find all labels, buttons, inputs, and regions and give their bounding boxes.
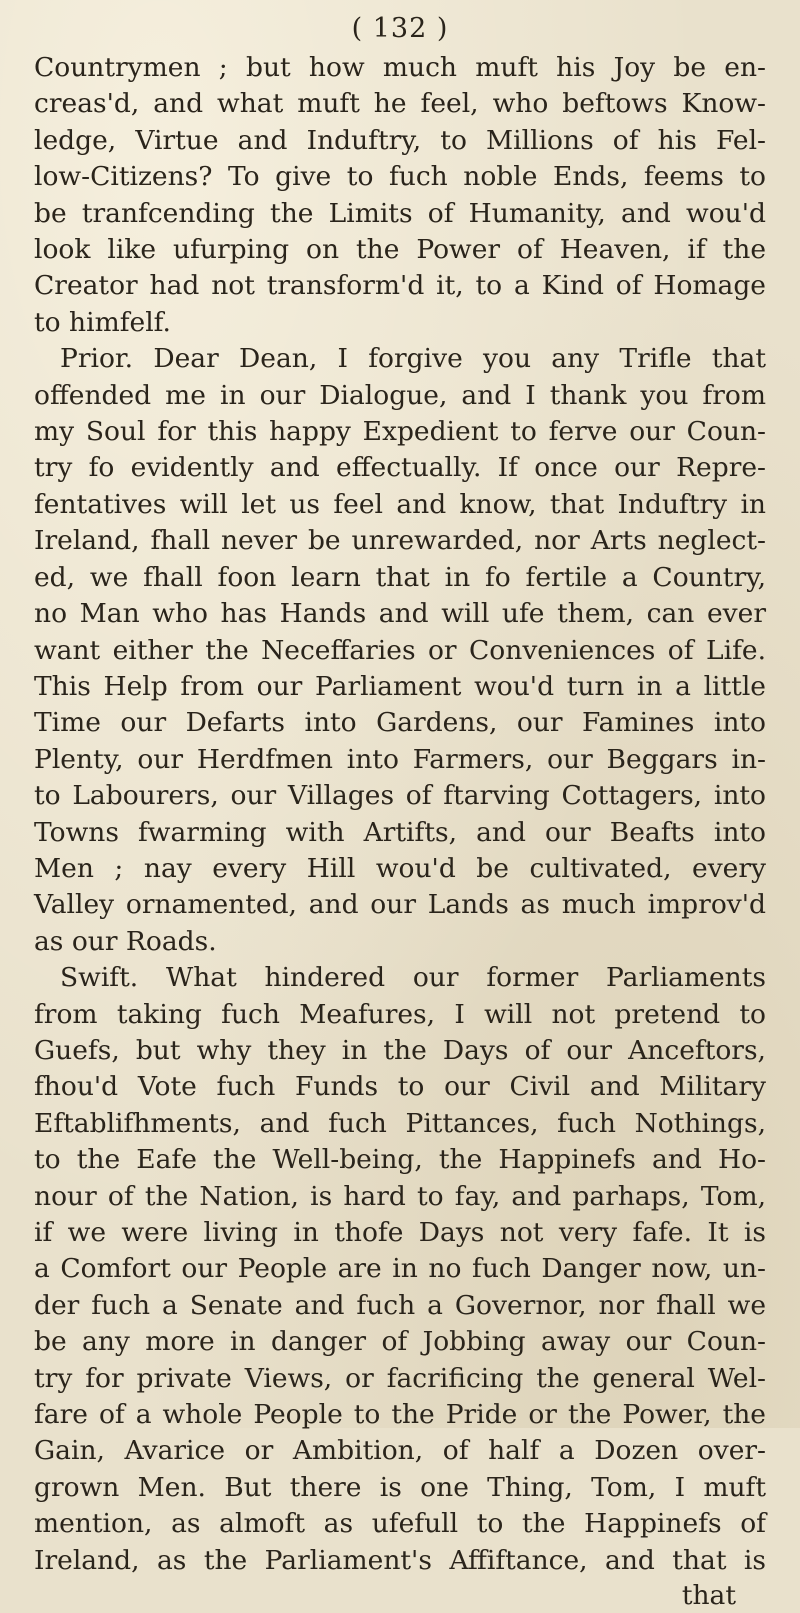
- text-line: Valley ornamented, and our Lands as much improv'd: [34, 889, 766, 921]
- text-line: try for private Views, or facrificing the general Wel-: [34, 1362, 766, 1394]
- text-line: low-Citizens? To give to fuch noble Ends, feems to: [34, 161, 766, 193]
- catchword: that: [681, 1580, 736, 1612]
- text-line: Men ; nay every Hill wou'd be cultivated, every: [34, 852, 766, 884]
- text-line: Gain, Avarice or Ambition, of half a Dozen over-: [34, 1435, 766, 1467]
- text-line: be any more in danger of Jobbing away our Coun-: [34, 1326, 766, 1358]
- text-line: nour of the Nation, is hard to fay, and parhaps, Tom,: [34, 1180, 766, 1212]
- text-line: Countrymen ; but how much muft his Joy be en-: [34, 52, 766, 83]
- text-line: Eftablifhments, and fuch Pittances, fuch Nothings,: [34, 1107, 766, 1139]
- text-line: be tranfcending the Limits of Humanity, and wou'd: [34, 197, 766, 229]
- text-line: a Comfort our People are in no fuch Danger now, un-: [34, 1253, 766, 1285]
- text-line: ed, we fhall foon learn that in fo fertile a Country,: [34, 561, 766, 593]
- text-line: grown Men. But there is one Thing, Tom, I muft: [34, 1471, 766, 1503]
- text-line: want either the Neceffaries or Conveniences of Life.: [34, 634, 766, 666]
- text-line: Towns fwarming with Artifts, and our Beafts into: [34, 816, 766, 848]
- text-line: to the Eafe the Well-being, the Happinefs and Ho-: [34, 1144, 766, 1176]
- text-line: Plenty, our Herdfmen into Farmers, our Beggars in-: [34, 743, 766, 775]
- text-line: Swift. What hindered our former Parliaments: [60, 962, 766, 994]
- text-line: creas'd, and what muft he feel, who beftows Know-: [34, 88, 766, 120]
- paragraph-1: [34, 50, 766, 341]
- paragraph-3: [34, 960, 766, 1579]
- text-line: to himfelf.: [34, 306, 171, 338]
- text-line: fhou'd Vote fuch Funds to our Civil and Military: [34, 1071, 766, 1103]
- body-text: [34, 50, 766, 1579]
- text-line: from taking fuch Meafures, I will not pretend to: [34, 998, 766, 1030]
- text-line: try fo evidently and effectually. If once our Repre-: [34, 452, 766, 484]
- text-line: look like ufurping on the Power of Heaven, if the: [34, 234, 766, 266]
- text-line: Ireland, as the Parliament's Affiftance, and that is: [34, 1544, 766, 1576]
- text-line: as our Roads.: [34, 925, 217, 957]
- page-number: ( 132 ): [351, 13, 449, 44]
- text-line: to Labourers, our Villages of ftarving Cottagers, into: [34, 780, 766, 812]
- paragraph-2: [34, 341, 766, 960]
- text-line: mention, as almoft as ufefull to the Happinefs of: [34, 1508, 766, 1540]
- text-line: if we were living in thofe Days not very fafe. It is: [34, 1217, 766, 1248]
- text-line: offended me in our Dialogue, and I thank you from: [34, 379, 766, 411]
- text-line: Guefs, but why they in the Days of our Anceftors,: [34, 1034, 766, 1066]
- text-line: Time our Defarts into Gardens, our Famines into: [34, 707, 766, 739]
- text-line: no Man who has Hands and will ufe them, can ever: [34, 598, 766, 630]
- text-line: fentatives will let us feel and know, that Induftry in: [34, 488, 766, 520]
- text-line: fare of a whole People to the Pride or the Power, the: [34, 1399, 766, 1431]
- text-line: This Help from our Parliament wou'd turn in a little: [34, 670, 766, 702]
- text-line: Ireland, fhall never be unrewarded, nor Arts neglect-: [34, 525, 766, 557]
- text-line: my Soul for this happy Expedient to ferve our Coun-: [34, 416, 766, 448]
- text-line: ledge, Virtue and Induftry, to Millions of his Fel-: [34, 124, 766, 156]
- text-line: der fuch a Senate and fuch a Governor, nor fhall we: [34, 1289, 766, 1321]
- text-line: Prior. Dear Dean, I forgive you any Trifle that: [60, 343, 766, 375]
- text-line: Creator had not transform'd it, to a Kind of Homage: [34, 270, 766, 302]
